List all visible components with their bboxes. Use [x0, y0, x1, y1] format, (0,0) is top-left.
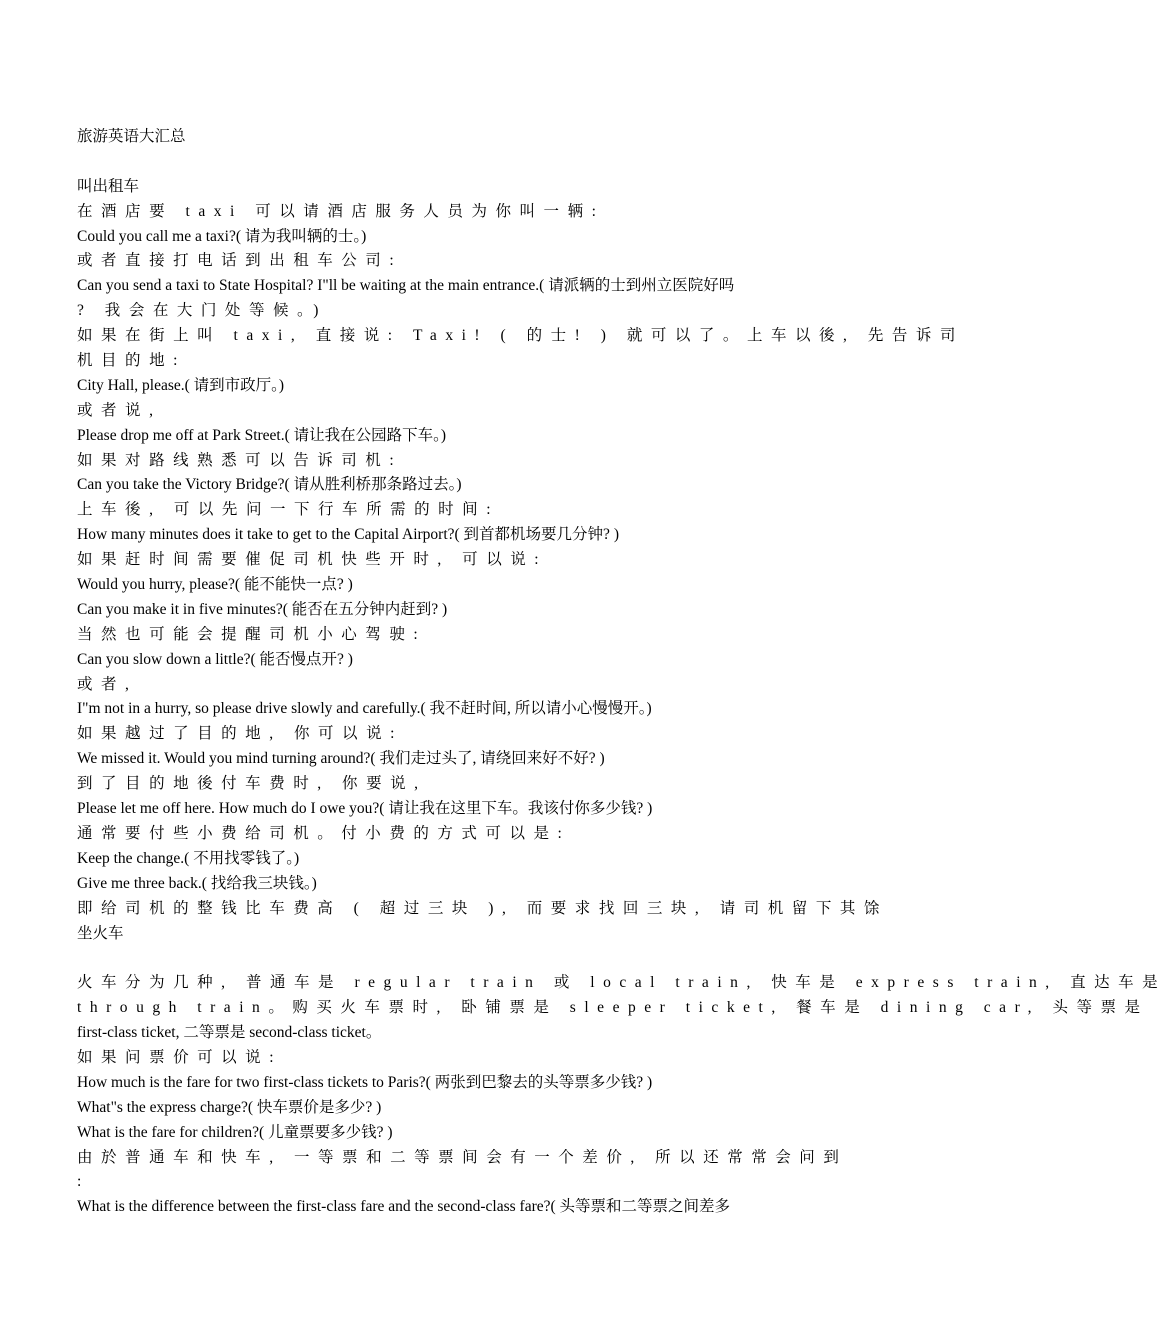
english-sentence-line: How many minutes does it take to get to the Capital Airport?( 到首都机场要几分钟? ) — [77, 526, 619, 544]
chinese-text-line: 到了目的地後付车费时, 你要说, — [77, 775, 427, 793]
chinese-text-line: 如果对路线熟悉可以告诉司机: — [77, 451, 403, 469]
english-sentence-line: City Hall, please.( 请到市政厅。) — [77, 376, 285, 394]
english-sentence-line: How much is the fare for two first-class tickets to Paris?( 两张到巴黎去的头等票多少钱? ) — [77, 1073, 653, 1091]
english-sentence-line: Keep the change.( 不用找零钱了。) — [77, 849, 300, 867]
chinese-text-line: 通常要付些小费给司机。付小费的方式可以是: — [77, 824, 571, 842]
chinese-text-line: 在酒店要 taxi 可以请酒店服务人员为你叫一辆: — [77, 202, 605, 220]
chinese-text-line: 当然也可能会提醒司机小心驾驶: — [77, 625, 427, 643]
document-page — [77, 125, 1166, 1220]
chinese-text-line: ? 我会在大门处等候。) — [77, 302, 327, 320]
english-sentence-line: Would you hurry, please?( 能不能快一点? ) — [77, 576, 353, 594]
english-sentence-line: I"m not in a hurry, so please drive slowly and carefully.( 我不赶时间, 所以请小心慢慢开。) — [77, 700, 652, 718]
chinese-text-line: 机目的地: — [77, 352, 186, 370]
blank-line — [77, 150, 880, 175]
english-sentence-line: Could you call me a taxi?( 请为我叫辆的士。) — [77, 227, 367, 245]
english-sentence-line: What is the fare for children?( 儿童票要多少钱? ) — [77, 1123, 393, 1141]
chinese-text-line: 如果越过了目的地, 你可以说: — [77, 725, 403, 743]
english-sentence-line: We missed it. Would you mind turning around?( 我们走过头了, 请绕回来好不好? ) — [77, 750, 605, 768]
chinese-text-line: 由於普通车和快车, 一等票和二等票间会有一个差价, 所以还常常会问到 — [77, 1148, 848, 1166]
chinese-text-line: 上车後, 可以先问一下行车所需的时间: — [77, 501, 500, 519]
chinese-text-line: 或者说, — [77, 401, 162, 419]
chinese-text-line: 坐火车 — [77, 924, 124, 942]
english-sentence-line: Can you make it in five minutes?( 能否在五分钟内赶到? ) — [77, 600, 448, 618]
document-title: 旅游英语大汇总 — [77, 128, 186, 145]
english-sentence-line: Can you slow down a little?( 能否慢点开? ) — [77, 650, 353, 668]
english-sentence-line: Can you take the Victory Bridge?( 请从胜利桥那条路过去。) — [77, 476, 462, 494]
chinese-text-line: through train。购买火车票时, 卧铺票是 sleeper ticket, 餐车是 dining car, 头等票是 — [77, 999, 1149, 1017]
chinese-text-line: 如果问票价可以说: — [77, 1048, 283, 1066]
chinese-text-line: 或者直接打电话到出租车公司: — [77, 252, 403, 270]
chinese-text-line: 叫出租车 — [77, 177, 140, 195]
chinese-text-line: 或者, — [77, 675, 138, 693]
chinese-text-line: : — [77, 1173, 90, 1191]
english-sentence-line: What"s the express charge?( 快车票价是多少? ) — [77, 1098, 382, 1116]
chinese-text-line: 火车分为几种, 普通车是 regular train 或 local train, 快车是 express train, 直达车是 — [77, 974, 1166, 992]
english-sentence-line: Please drop me off at Park Street.( 请让我在公园路下车。) — [77, 426, 447, 444]
chinese-text-line: 即给司机的整钱比车费高 ( 超过三块 ), 而要求找回三块, 请司机留下其馀 — [77, 899, 888, 917]
document-body — [77, 150, 1166, 1220]
chinese-text-line: 如果赶时间需要催促司机快些开时, 可以说: — [77, 551, 548, 569]
english-sentence-line: What is the difference between the first-class fare and the second-class fare?( 头等票和二等票之间差多 — [77, 1198, 731, 1216]
english-sentence-line: Can you send a taxi to State Hospital? I"ll be waiting at the main entrance.( 请派辆的士到州立医院好吗 — [77, 277, 735, 295]
chinese-text-line: 如果在街上叫 taxi, 直接说: Taxi! ( 的士! ) 就可以了。上车以後, 先告诉司 — [77, 327, 964, 345]
english-sentence-line: first-class ticket, 二等票是 second-class ticket。 — [77, 1024, 382, 1042]
english-sentence-line: Give me three back.( 找给我三块钱。) — [77, 874, 317, 892]
english-sentence-line: Please let me off here. How much do I owe you?( 请让我在这里下车。我该付你多少钱? ) — [77, 800, 653, 818]
blank-line — [77, 946, 880, 971]
